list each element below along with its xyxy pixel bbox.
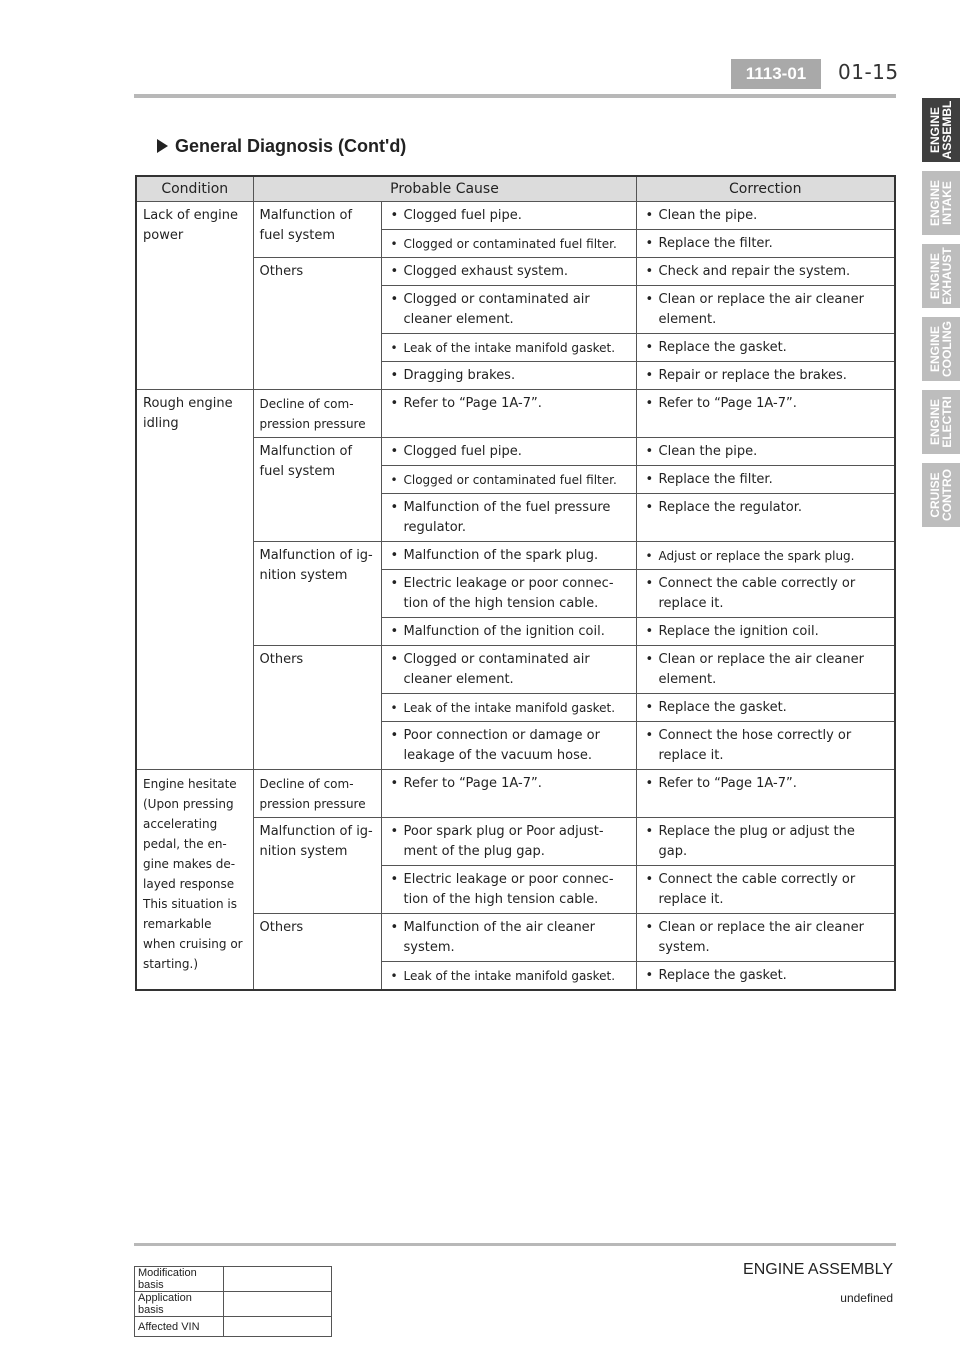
cause-group-cell: Malfunction of fuel system <box>253 202 381 258</box>
correction-cell: • Clean or replace the air cleaner system. <box>636 914 895 962</box>
cause-cell: • Clogged fuel pipe. <box>381 202 636 230</box>
correction-cell: • Clean the pipe. <box>636 438 895 466</box>
cause-group-cell: Others <box>253 646 381 770</box>
correction-cell: • Connect the hose correctly or replace it. <box>636 722 895 770</box>
correction-cell: • Replace the gasket. <box>636 962 895 991</box>
header-rule <box>134 94 896 98</box>
table-row <box>136 770 895 818</box>
correction-cell: • Replace the plug or adjust the gap. <box>636 818 895 866</box>
correction-cell: • Replace the filter. <box>636 230 895 258</box>
correction-cell: • Clean or replace the air cleaner element. <box>636 646 895 694</box>
correction-cell: • Replace the regulator. <box>636 494 895 542</box>
correction-cell: • Replace the ignition coil. <box>636 618 895 646</box>
footer-rule <box>134 1243 896 1246</box>
cause-cell: • Clogged or contaminated air cleaner element. <box>381 286 636 334</box>
cause-cell: • Poor spark plug or Poor adjust- ment of the plug gap. <box>381 818 636 866</box>
modification-table <box>134 1266 332 1337</box>
header-correction: Correction <box>636 176 895 202</box>
table-row <box>136 202 895 230</box>
table-row <box>135 1317 332 1337</box>
cause-group-cell: Decline of com- pression pressure <box>253 770 381 818</box>
cause-group-cell: Malfunction of ig- nition system <box>253 818 381 914</box>
application-basis-label: Application basis <box>135 1292 224 1317</box>
diagnosis-table <box>135 175 896 991</box>
condition-cell: Engine hesitate (Upon pressing accelerating pedal, the en- gine makes de- layed response This situation is remarkable when cruising or starting.) <box>136 770 253 991</box>
cause-cell: • Leak of the intake manifold gasket. <box>381 962 636 991</box>
cause-cell: • Refer to “Page 1A-7”. <box>381 770 636 818</box>
table-row <box>135 1267 332 1292</box>
cause-cell: • Clogged or contaminated air cleaner element. <box>381 646 636 694</box>
modification-basis-value <box>224 1267 332 1292</box>
affected-vin-label: Affected VIN <box>135 1317 224 1337</box>
cause-cell: • Electric leakage or poor connec- tion of the high tension cable. <box>381 866 636 914</box>
correction-cell: • Clean the pipe. <box>636 202 895 230</box>
document-subtitle: undefined <box>840 1291 893 1305</box>
correction-cell: • Refer to “Page 1A-7”. <box>636 770 895 818</box>
condition-cell: Rough engine idling <box>136 390 253 770</box>
side-tab-engine-exhaust[interactable]: ENGINE EXHAUST <box>922 244 960 308</box>
cause-cell: • Clogged exhaust system. <box>381 258 636 286</box>
section-code-badge: 1113-01 <box>731 59 821 89</box>
cause-cell: • Clogged or contaminated fuel filter. <box>381 230 636 258</box>
correction-cell: • Repair or replace the brakes. <box>636 362 895 390</box>
side-tab-cruise-control[interactable]: CRUISE CONTRO <box>922 463 960 527</box>
table-header-row <box>136 176 895 202</box>
side-tab-engine-cooling[interactable]: ENGINE COOLING <box>922 317 960 381</box>
correction-cell: • Replace the gasket. <box>636 334 895 362</box>
cause-cell: • Leak of the intake manifold gasket. <box>381 694 636 722</box>
table-row <box>135 1292 332 1317</box>
cause-group-cell: Others <box>253 914 381 991</box>
cause-cell: • Malfunction of the fuel pressure regulator. <box>381 494 636 542</box>
affected-vin-value <box>224 1317 332 1337</box>
cause-group-cell: Malfunction of fuel system <box>253 438 381 542</box>
cause-group-cell: Decline of com- pression pressure <box>253 390 381 438</box>
section-title: General Diagnosis (Cont'd) <box>157 136 406 157</box>
cause-cell: • Malfunction of the air cleaner system. <box>381 914 636 962</box>
cause-group-cell: Malfunction of ig- nition system <box>253 542 381 646</box>
correction-cell: • Replace the filter. <box>636 466 895 494</box>
header-condition: Condition <box>136 176 253 202</box>
cause-group-cell: Others <box>253 258 381 390</box>
condition-cell: Lack of engine power <box>136 202 253 390</box>
header-probable-cause: Probable Cause <box>253 176 636 202</box>
triangle-bullet-icon <box>157 139 168 153</box>
correction-cell: • Replace the gasket. <box>636 694 895 722</box>
cause-cell: • Clogged fuel pipe. <box>381 438 636 466</box>
table-row <box>136 390 895 438</box>
correction-cell: • Connect the cable correctly or replace it. <box>636 866 895 914</box>
cause-cell: • Clogged or contaminated fuel filter. <box>381 466 636 494</box>
correction-cell: • Adjust or replace the spark plug. <box>636 542 895 570</box>
document-title: ENGINE ASSEMBLY <box>743 1261 893 1278</box>
correction-cell: • Clean or replace the air cleaner element. <box>636 286 895 334</box>
side-tab-engine-electrical[interactable]: ENGINE ELECTRI <box>922 390 960 454</box>
correction-cell: • Connect the cable correctly or replace it. <box>636 570 895 618</box>
cause-cell: • Malfunction of the spark plug. <box>381 542 636 570</box>
cause-cell: • Electric leakage or poor connec- tion of the high tension cable. <box>381 570 636 618</box>
page-number: 01-15 <box>838 60 899 84</box>
cause-cell: • Malfunction of the ignition coil. <box>381 618 636 646</box>
modification-basis-label: Modification basis <box>135 1267 224 1292</box>
cause-cell: • Leak of the intake manifold gasket. <box>381 334 636 362</box>
cause-cell: • Dragging brakes. <box>381 362 636 390</box>
cause-cell: • Refer to “Page 1A-7”. <box>381 390 636 438</box>
side-tab-engine-assembly[interactable]: ENGINE ASSEMBL <box>922 98 960 162</box>
cause-cell: • Poor connection or damage or leakage of the vacuum hose. <box>381 722 636 770</box>
application-basis-value <box>224 1292 332 1317</box>
correction-cell: • Check and repair the system. <box>636 258 895 286</box>
side-tab-engine-intake[interactable]: ENGINE INTAKE <box>922 171 960 235</box>
correction-cell: • Refer to “Page 1A-7”. <box>636 390 895 438</box>
